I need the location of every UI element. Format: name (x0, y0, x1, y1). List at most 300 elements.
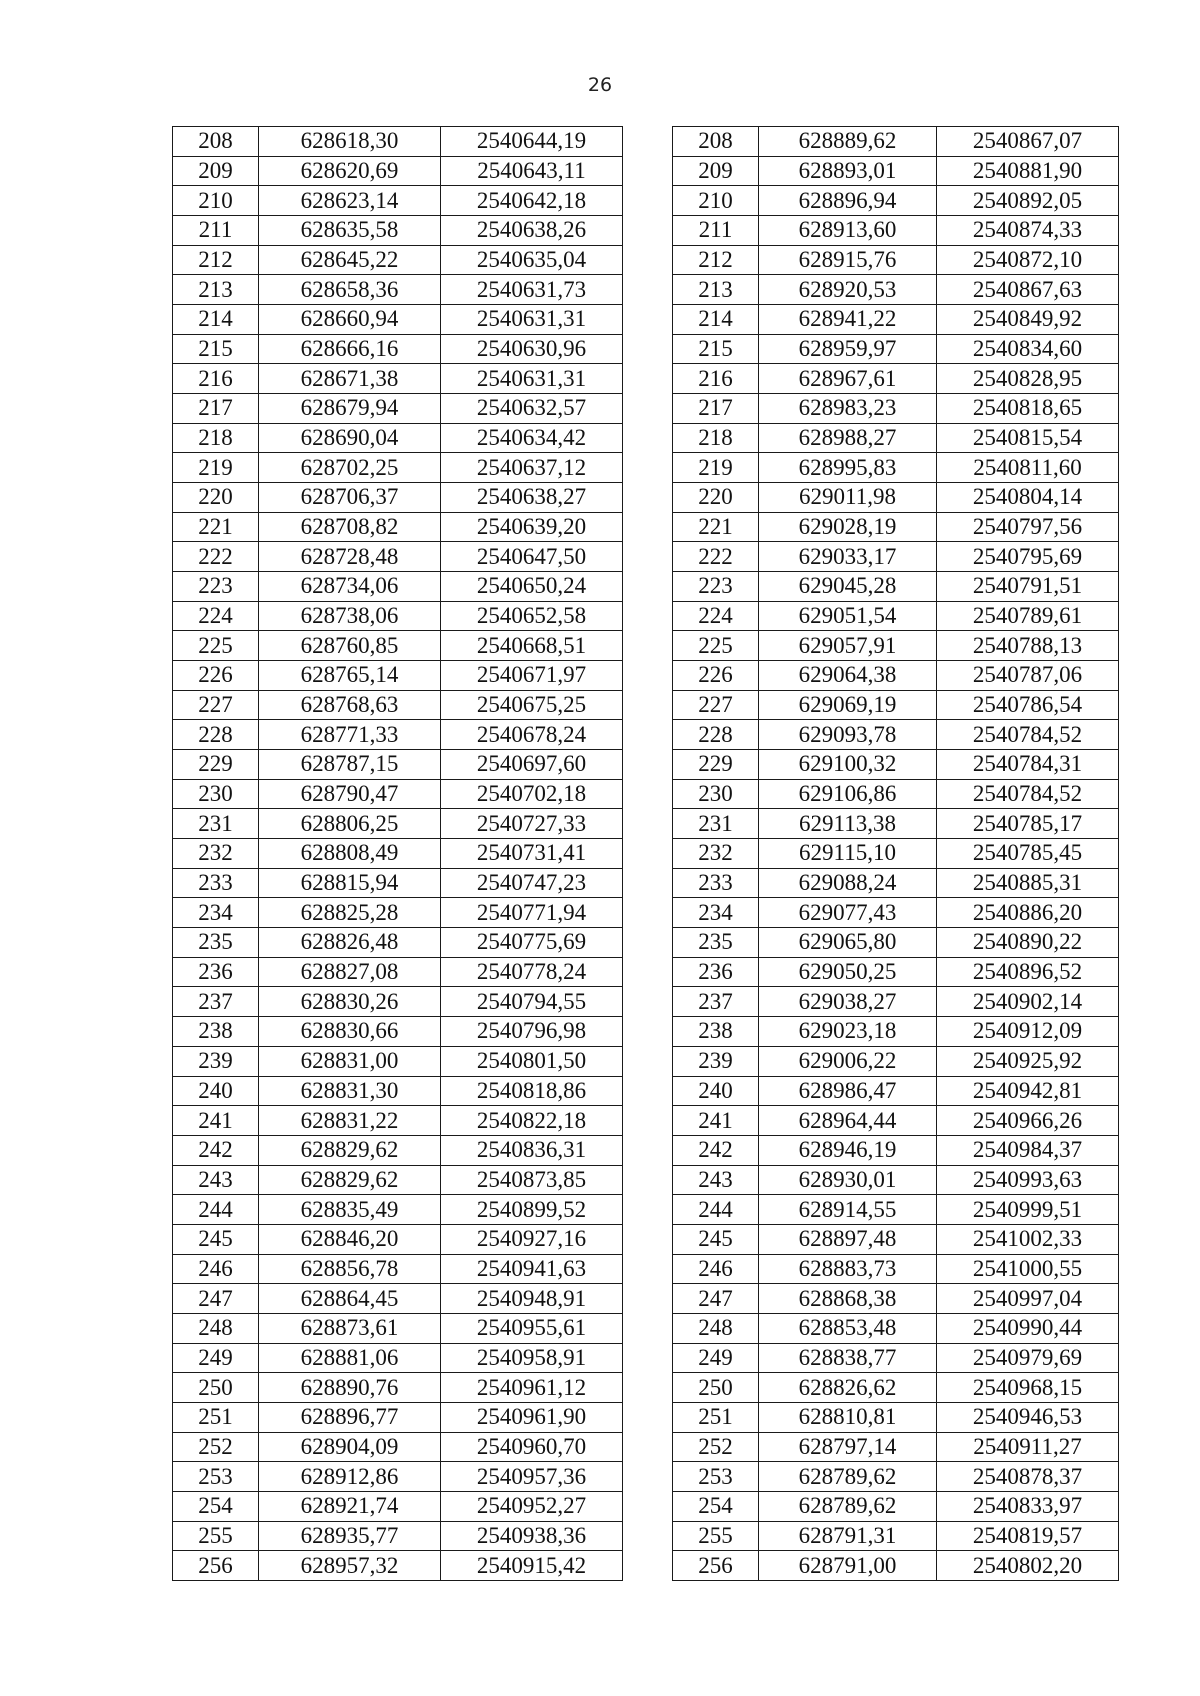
right-x-coordinate-cell: 628883,73 (759, 1254, 937, 1284)
left-point-number-cell: 208 (173, 127, 259, 157)
right-point-number-cell: 224 (673, 601, 759, 631)
right-y-coordinate-cell: 2540811,60 (937, 453, 1119, 483)
right-y-coordinate-cell: 2540867,07 (937, 127, 1119, 157)
left-x-coordinate-cell: 628702,25 (259, 453, 441, 483)
left-point-number-cell: 235 (173, 928, 259, 958)
right-x-coordinate-cell: 628853,48 (759, 1313, 937, 1343)
column-separator (623, 572, 673, 602)
left-point-number-cell: 219 (173, 453, 259, 483)
table-row (173, 661, 1119, 691)
right-y-coordinate-cell: 2540874,33 (937, 216, 1119, 246)
left-point-number-cell: 252 (173, 1432, 259, 1462)
column-separator (623, 156, 673, 186)
right-x-coordinate-cell: 629113,38 (759, 809, 937, 839)
right-x-coordinate-cell: 629033,17 (759, 542, 937, 572)
left-y-coordinate-cell: 2540678,24 (441, 720, 623, 750)
left-x-coordinate-cell: 628831,30 (259, 1076, 441, 1106)
left-point-number-cell: 213 (173, 275, 259, 305)
table-row (173, 453, 1119, 483)
column-separator (623, 394, 673, 424)
left-x-coordinate-cell: 628829,62 (259, 1165, 441, 1195)
right-x-coordinate-cell: 629050,25 (759, 957, 937, 987)
left-x-coordinate-cell: 628873,61 (259, 1313, 441, 1343)
left-point-number-cell: 221 (173, 512, 259, 542)
left-x-coordinate-cell: 628660,94 (259, 305, 441, 335)
table-row (173, 839, 1119, 869)
left-y-coordinate-cell: 2540638,27 (441, 483, 623, 513)
right-y-coordinate-cell: 2540787,06 (937, 661, 1119, 691)
right-y-coordinate-cell: 2540896,52 (937, 957, 1119, 987)
column-separator (623, 1076, 673, 1106)
right-y-coordinate-cell: 2540885,31 (937, 868, 1119, 898)
table-row (173, 1046, 1119, 1076)
table-row (173, 1284, 1119, 1314)
left-x-coordinate-cell: 628623,14 (259, 186, 441, 216)
table-row (173, 305, 1119, 335)
column-separator (623, 1462, 673, 1492)
right-y-coordinate-cell: 2540834,60 (937, 334, 1119, 364)
left-x-coordinate-cell: 628896,77 (259, 1402, 441, 1432)
right-y-coordinate-cell: 2540828,95 (937, 364, 1119, 394)
right-x-coordinate-cell: 629106,86 (759, 779, 937, 809)
left-x-coordinate-cell: 628738,06 (259, 601, 441, 631)
right-x-coordinate-cell: 628789,62 (759, 1491, 937, 1521)
right-y-coordinate-cell: 2540890,22 (937, 928, 1119, 958)
right-y-coordinate-cell: 2540979,69 (937, 1343, 1119, 1373)
right-y-coordinate-cell: 2540786,54 (937, 690, 1119, 720)
right-x-coordinate-cell: 629093,78 (759, 720, 937, 750)
column-separator (623, 1432, 673, 1462)
left-point-number-cell: 220 (173, 483, 259, 513)
left-point-number-cell: 230 (173, 779, 259, 809)
right-x-coordinate-cell: 629038,27 (759, 987, 937, 1017)
left-point-number-cell: 250 (173, 1373, 259, 1403)
table-row (173, 394, 1119, 424)
table-row (173, 1195, 1119, 1225)
left-x-coordinate-cell: 628787,15 (259, 750, 441, 780)
right-point-number-cell: 209 (673, 156, 759, 186)
right-point-number-cell: 212 (673, 245, 759, 275)
left-point-number-cell: 253 (173, 1462, 259, 1492)
left-x-coordinate-cell: 628708,82 (259, 512, 441, 542)
left-point-number-cell: 216 (173, 364, 259, 394)
left-y-coordinate-cell: 2540836,31 (441, 1135, 623, 1165)
column-separator (623, 453, 673, 483)
table-row (173, 1106, 1119, 1136)
right-y-coordinate-cell: 2540784,31 (937, 750, 1119, 780)
right-x-coordinate-cell: 628914,55 (759, 1195, 937, 1225)
table-row (173, 542, 1119, 572)
table-row (173, 1165, 1119, 1195)
left-x-coordinate-cell: 628864,45 (259, 1284, 441, 1314)
left-y-coordinate-cell: 2540634,42 (441, 423, 623, 453)
left-x-coordinate-cell: 628830,26 (259, 987, 441, 1017)
right-x-coordinate-cell: 628988,27 (759, 423, 937, 453)
left-point-number-cell: 241 (173, 1106, 259, 1136)
right-point-number-cell: 232 (673, 839, 759, 869)
left-x-coordinate-cell: 628690,04 (259, 423, 441, 453)
left-x-coordinate-cell: 628760,85 (259, 631, 441, 661)
right-point-number-cell: 250 (673, 1373, 759, 1403)
left-x-coordinate-cell: 628790,47 (259, 779, 441, 809)
right-x-coordinate-cell: 628826,62 (759, 1373, 937, 1403)
right-x-coordinate-cell: 629065,80 (759, 928, 937, 958)
right-y-coordinate-cell: 2540925,92 (937, 1046, 1119, 1076)
column-separator (623, 1165, 673, 1195)
left-x-coordinate-cell: 628815,94 (259, 868, 441, 898)
left-point-number-cell: 214 (173, 305, 259, 335)
left-point-number-cell: 232 (173, 839, 259, 869)
right-x-coordinate-cell: 628920,53 (759, 275, 937, 305)
column-separator (623, 898, 673, 928)
column-separator (623, 1491, 673, 1521)
table-row (173, 1462, 1119, 1492)
right-y-coordinate-cell: 2540881,90 (937, 156, 1119, 186)
left-x-coordinate-cell: 628765,14 (259, 661, 441, 691)
column-separator (623, 601, 673, 631)
table-row (173, 868, 1119, 898)
right-point-number-cell: 249 (673, 1343, 759, 1373)
right-x-coordinate-cell: 629077,43 (759, 898, 937, 928)
right-y-coordinate-cell: 2540984,37 (937, 1135, 1119, 1165)
left-x-coordinate-cell: 628771,33 (259, 720, 441, 750)
column-separator (623, 1224, 673, 1254)
left-x-coordinate-cell: 628645,22 (259, 245, 441, 275)
right-x-coordinate-cell: 628959,97 (759, 334, 937, 364)
left-point-number-cell: 211 (173, 216, 259, 246)
left-point-number-cell: 244 (173, 1195, 259, 1225)
left-point-number-cell: 223 (173, 572, 259, 602)
left-x-coordinate-cell: 628635,58 (259, 216, 441, 246)
left-y-coordinate-cell: 2540643,11 (441, 156, 623, 186)
table-row (173, 1254, 1119, 1284)
right-x-coordinate-cell: 628913,60 (759, 216, 937, 246)
right-y-coordinate-cell: 2540942,81 (937, 1076, 1119, 1106)
right-point-number-cell: 239 (673, 1046, 759, 1076)
column-separator (623, 1195, 673, 1225)
left-y-coordinate-cell: 2540961,12 (441, 1373, 623, 1403)
left-point-number-cell: 246 (173, 1254, 259, 1284)
left-y-coordinate-cell: 2540818,86 (441, 1076, 623, 1106)
right-point-number-cell: 248 (673, 1313, 759, 1343)
table-row (173, 779, 1119, 809)
right-x-coordinate-cell: 628896,94 (759, 186, 937, 216)
left-x-coordinate-cell: 628904,09 (259, 1432, 441, 1462)
right-x-coordinate-cell: 629006,22 (759, 1046, 937, 1076)
table-row (173, 1135, 1119, 1165)
right-point-number-cell: 246 (673, 1254, 759, 1284)
left-y-coordinate-cell: 2540642,18 (441, 186, 623, 216)
left-x-coordinate-cell: 628706,37 (259, 483, 441, 513)
left-point-number-cell: 249 (173, 1343, 259, 1373)
right-x-coordinate-cell: 628789,62 (759, 1462, 937, 1492)
right-point-number-cell: 255 (673, 1521, 759, 1551)
left-point-number-cell: 240 (173, 1076, 259, 1106)
right-point-number-cell: 251 (673, 1402, 759, 1432)
right-point-number-cell: 238 (673, 1017, 759, 1047)
left-y-coordinate-cell: 2540927,16 (441, 1224, 623, 1254)
column-separator (623, 1402, 673, 1432)
right-point-number-cell: 216 (673, 364, 759, 394)
column-separator (623, 1254, 673, 1284)
left-y-coordinate-cell: 2540771,94 (441, 898, 623, 928)
table-row (173, 1313, 1119, 1343)
right-point-number-cell: 229 (673, 750, 759, 780)
table-row (173, 156, 1119, 186)
table-row (173, 1402, 1119, 1432)
right-point-number-cell: 236 (673, 957, 759, 987)
right-y-coordinate-cell: 2540966,26 (937, 1106, 1119, 1136)
right-point-number-cell: 242 (673, 1135, 759, 1165)
right-point-number-cell: 247 (673, 1284, 759, 1314)
column-separator (623, 1106, 673, 1136)
left-y-coordinate-cell: 2540899,52 (441, 1195, 623, 1225)
column-separator (623, 1284, 673, 1314)
left-point-number-cell: 236 (173, 957, 259, 987)
right-point-number-cell: 233 (673, 868, 759, 898)
right-y-coordinate-cell: 2540911,27 (937, 1432, 1119, 1462)
left-y-coordinate-cell: 2540957,36 (441, 1462, 623, 1492)
left-point-number-cell: 255 (173, 1521, 259, 1551)
right-x-coordinate-cell: 628941,22 (759, 305, 937, 335)
right-point-number-cell: 217 (673, 394, 759, 424)
left-y-coordinate-cell: 2540801,50 (441, 1046, 623, 1076)
left-x-coordinate-cell: 628728,48 (259, 542, 441, 572)
left-point-number-cell: 247 (173, 1284, 259, 1314)
left-point-number-cell: 226 (173, 661, 259, 691)
right-y-coordinate-cell: 2540789,61 (937, 601, 1119, 631)
right-y-coordinate-cell: 2540819,57 (937, 1521, 1119, 1551)
column-separator (623, 334, 673, 364)
left-y-coordinate-cell: 2540638,26 (441, 216, 623, 246)
table-row (173, 364, 1119, 394)
left-point-number-cell: 227 (173, 690, 259, 720)
table-row (173, 483, 1119, 513)
table-row (173, 898, 1119, 928)
left-point-number-cell: 228 (173, 720, 259, 750)
left-point-number-cell: 234 (173, 898, 259, 928)
right-point-number-cell: 253 (673, 1462, 759, 1492)
left-point-number-cell: 242 (173, 1135, 259, 1165)
table-row (173, 1373, 1119, 1403)
table-row (173, 690, 1119, 720)
column-separator (623, 957, 673, 987)
table-row (173, 1491, 1119, 1521)
right-point-number-cell: 222 (673, 542, 759, 572)
left-y-coordinate-cell: 2540794,55 (441, 987, 623, 1017)
right-y-coordinate-cell: 2540785,45 (937, 839, 1119, 869)
left-y-coordinate-cell: 2540948,91 (441, 1284, 623, 1314)
table-row (173, 1017, 1119, 1047)
table-row (173, 275, 1119, 305)
left-y-coordinate-cell: 2540635,04 (441, 245, 623, 275)
right-point-number-cell: 210 (673, 186, 759, 216)
right-point-number-cell: 221 (673, 512, 759, 542)
left-y-coordinate-cell: 2540675,25 (441, 690, 623, 720)
right-y-coordinate-cell: 2540999,51 (937, 1195, 1119, 1225)
column-separator (623, 1551, 673, 1581)
right-y-coordinate-cell: 2540797,56 (937, 512, 1119, 542)
left-y-coordinate-cell: 2540668,51 (441, 631, 623, 661)
left-x-coordinate-cell: 628666,16 (259, 334, 441, 364)
left-x-coordinate-cell: 628808,49 (259, 839, 441, 869)
right-y-coordinate-cell: 2540993,63 (937, 1165, 1119, 1195)
left-point-number-cell: 238 (173, 1017, 259, 1047)
left-point-number-cell: 237 (173, 987, 259, 1017)
left-y-coordinate-cell: 2540631,31 (441, 305, 623, 335)
table-row (173, 957, 1119, 987)
right-point-number-cell: 227 (673, 690, 759, 720)
right-x-coordinate-cell: 628868,38 (759, 1284, 937, 1314)
left-y-coordinate-cell: 2540637,12 (441, 453, 623, 483)
table-row (173, 512, 1119, 542)
right-x-coordinate-cell: 629023,18 (759, 1017, 937, 1047)
left-point-number-cell: 243 (173, 1165, 259, 1195)
table-row (173, 750, 1119, 780)
left-point-number-cell: 256 (173, 1551, 259, 1581)
left-point-number-cell: 217 (173, 394, 259, 424)
right-x-coordinate-cell: 629088,24 (759, 868, 937, 898)
left-point-number-cell: 245 (173, 1224, 259, 1254)
right-y-coordinate-cell: 2540791,51 (937, 572, 1119, 602)
column-separator (623, 809, 673, 839)
table-row (173, 1224, 1119, 1254)
left-point-number-cell: 254 (173, 1491, 259, 1521)
left-y-coordinate-cell: 2540873,85 (441, 1165, 623, 1195)
column-separator (623, 1373, 673, 1403)
left-x-coordinate-cell: 628890,76 (259, 1373, 441, 1403)
right-x-coordinate-cell: 629064,38 (759, 661, 937, 691)
table-row (173, 1432, 1119, 1462)
left-point-number-cell: 248 (173, 1313, 259, 1343)
right-point-number-cell: 215 (673, 334, 759, 364)
left-x-coordinate-cell: 628921,74 (259, 1491, 441, 1521)
right-y-coordinate-cell: 2540990,44 (937, 1313, 1119, 1343)
right-point-number-cell: 256 (673, 1551, 759, 1581)
left-point-number-cell: 209 (173, 156, 259, 186)
column-separator (623, 542, 673, 572)
left-y-coordinate-cell: 2540702,18 (441, 779, 623, 809)
column-separator (623, 1135, 673, 1165)
left-y-coordinate-cell: 2540632,57 (441, 394, 623, 424)
right-point-number-cell: 226 (673, 661, 759, 691)
left-y-coordinate-cell: 2540778,24 (441, 957, 623, 987)
right-y-coordinate-cell: 2540815,54 (937, 423, 1119, 453)
right-x-coordinate-cell: 628889,62 (759, 127, 937, 157)
column-separator (623, 779, 673, 809)
right-point-number-cell: 234 (673, 898, 759, 928)
right-y-coordinate-cell: 2540802,20 (937, 1551, 1119, 1581)
right-y-coordinate-cell: 2540788,13 (937, 631, 1119, 661)
right-point-number-cell: 220 (673, 483, 759, 513)
left-point-number-cell: 210 (173, 186, 259, 216)
right-x-coordinate-cell: 629045,28 (759, 572, 937, 602)
left-x-coordinate-cell: 628827,08 (259, 957, 441, 987)
left-y-coordinate-cell: 2540960,70 (441, 1432, 623, 1462)
right-x-coordinate-cell: 628930,01 (759, 1165, 937, 1195)
table-row (173, 334, 1119, 364)
right-y-coordinate-cell: 2540872,10 (937, 245, 1119, 275)
table-row (173, 720, 1119, 750)
left-x-coordinate-cell: 628831,00 (259, 1046, 441, 1076)
right-point-number-cell: 214 (673, 305, 759, 335)
right-point-number-cell: 231 (673, 809, 759, 839)
left-x-coordinate-cell: 628881,06 (259, 1343, 441, 1373)
right-x-coordinate-cell: 628995,83 (759, 453, 937, 483)
right-y-coordinate-cell: 2540818,65 (937, 394, 1119, 424)
left-y-coordinate-cell: 2540958,91 (441, 1343, 623, 1373)
left-y-coordinate-cell: 2540796,98 (441, 1017, 623, 1047)
right-point-number-cell: 254 (673, 1491, 759, 1521)
right-x-coordinate-cell: 628946,19 (759, 1135, 937, 1165)
left-point-number-cell: 229 (173, 750, 259, 780)
table-row (173, 1551, 1119, 1581)
right-y-coordinate-cell: 2540804,14 (937, 483, 1119, 513)
left-x-coordinate-cell: 628826,48 (259, 928, 441, 958)
right-point-number-cell: 252 (673, 1432, 759, 1462)
right-point-number-cell: 240 (673, 1076, 759, 1106)
right-x-coordinate-cell: 628915,76 (759, 245, 937, 275)
left-point-number-cell: 239 (173, 1046, 259, 1076)
left-y-coordinate-cell: 2540639,20 (441, 512, 623, 542)
right-x-coordinate-cell: 628897,48 (759, 1224, 937, 1254)
table-row (173, 809, 1119, 839)
right-point-number-cell: 237 (673, 987, 759, 1017)
right-point-number-cell: 241 (673, 1106, 759, 1136)
right-x-coordinate-cell: 629028,19 (759, 512, 937, 542)
right-point-number-cell: 213 (673, 275, 759, 305)
right-x-coordinate-cell: 628797,14 (759, 1432, 937, 1462)
coordinates-table (172, 126, 1119, 1581)
table-row (173, 631, 1119, 661)
left-x-coordinate-cell: 628957,32 (259, 1551, 441, 1581)
table-row (173, 1521, 1119, 1551)
right-y-coordinate-cell: 2540795,69 (937, 542, 1119, 572)
right-x-coordinate-cell: 629011,98 (759, 483, 937, 513)
left-y-coordinate-cell: 2540961,90 (441, 1402, 623, 1432)
right-point-number-cell: 225 (673, 631, 759, 661)
left-x-coordinate-cell: 628846,20 (259, 1224, 441, 1254)
left-y-coordinate-cell: 2540631,73 (441, 275, 623, 305)
right-y-coordinate-cell: 2540902,14 (937, 987, 1119, 1017)
column-separator (623, 216, 673, 246)
column-separator (623, 720, 673, 750)
right-y-coordinate-cell: 2540912,09 (937, 1017, 1119, 1047)
right-y-coordinate-cell: 2541002,33 (937, 1224, 1119, 1254)
left-y-coordinate-cell: 2540650,24 (441, 572, 623, 602)
coordinates-table-body (173, 127, 1119, 1581)
column-separator (623, 987, 673, 1017)
right-point-number-cell: 245 (673, 1224, 759, 1254)
column-separator (623, 423, 673, 453)
left-y-coordinate-cell: 2540915,42 (441, 1551, 623, 1581)
right-point-number-cell: 228 (673, 720, 759, 750)
left-y-coordinate-cell: 2540775,69 (441, 928, 623, 958)
table-row (173, 928, 1119, 958)
left-point-number-cell: 212 (173, 245, 259, 275)
left-point-number-cell: 215 (173, 334, 259, 364)
left-point-number-cell: 231 (173, 809, 259, 839)
left-x-coordinate-cell: 628679,94 (259, 394, 441, 424)
column-separator (623, 750, 673, 780)
right-point-number-cell: 218 (673, 423, 759, 453)
left-x-coordinate-cell: 628935,77 (259, 1521, 441, 1551)
right-point-number-cell: 208 (673, 127, 759, 157)
left-point-number-cell: 218 (173, 423, 259, 453)
column-separator (623, 245, 673, 275)
column-separator (623, 1046, 673, 1076)
left-y-coordinate-cell: 2540697,60 (441, 750, 623, 780)
